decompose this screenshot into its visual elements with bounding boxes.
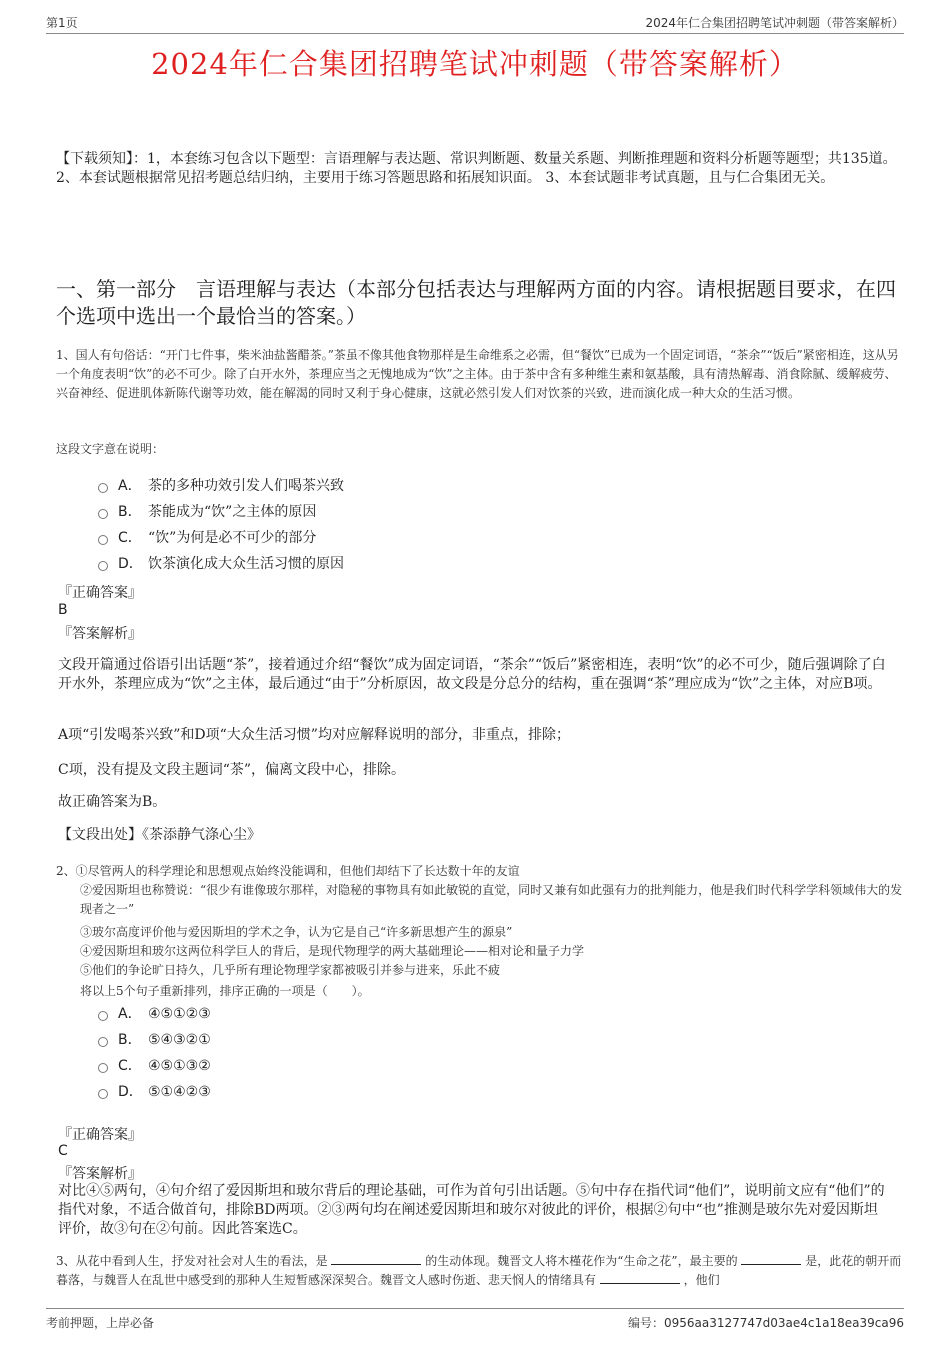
radio-icon[interactable]: [98, 1011, 108, 1021]
q2-sentence-3: ③玻尔高度评价他与爱因斯坦的学术之争，认为它是自己“许多新思想产生的源泉”: [80, 925, 513, 939]
q2-option-b[interactable]: B． ⑤④③②①: [98, 1030, 211, 1050]
q1-answer-label: 『正确答案』: [58, 585, 142, 601]
q1-source: 【文段出处】《茶添静气涤心尘》: [58, 827, 261, 843]
q2-analysis-label: 『答案解析』: [58, 1166, 142, 1182]
q2-sentence-1: 2、①尽管两人的科学理论和思想观点始终没能调和，但他们却结下了长达数十年的友谊: [56, 864, 520, 878]
q1-option-c[interactable]: C． “饮”为何是必不可少的部分: [98, 528, 316, 548]
q1-analysis-label: 『答案解析』: [58, 626, 142, 642]
q2-answer-label: 『正确答案』: [58, 1127, 142, 1143]
q2-option-a[interactable]: A． ④⑤①②③: [98, 1004, 211, 1024]
radio-icon[interactable]: [98, 535, 108, 545]
footer-id-code: 0956aa3127747d03ae4c1a18ea39ca96: [663, 1316, 904, 1330]
radio-icon[interactable]: [98, 483, 108, 493]
download-notice: 【下载须知】：1，本套练习包含以下题型：言语理解与表达题、常识判断题、数量关系题、判断推理题和资料分析题等题型；共135道。 2、本套试题根据常见招考题总结归纳，主要用于练习答题思路和拓展知识面。 3、本套试题非考试真题，且与仁合集团无关。: [56, 151, 897, 186]
radio-icon[interactable]: [98, 1063, 108, 1073]
radio-icon[interactable]: [98, 1037, 108, 1047]
q2-prompt: 将以上5个句子重新排列，排序正确的一项是（ ）。: [80, 984, 370, 998]
footer-slogan: 考前押题，上岸必备: [46, 1316, 155, 1330]
page-title: 2024年仁合集团招聘笔试冲刺题（带答案解析）: [151, 47, 799, 81]
q2-sentence-2: ②爱因斯坦也称赞说：“很少有谁像玻尔那样，对隐秘的事物具有如此敏锐的直觉，同时又兼有如此强有力的批判能力，他是我们时代科学学科领域伟大的发现者之一”: [80, 883, 903, 916]
q1-prompt: 这段文字意在说明：: [56, 442, 165, 456]
q1-analysis-p2: A项“引发喝茶兴致”和D项“大众生活习惯”均对应解释说明的部分，非重点，排除；: [58, 727, 570, 743]
q2-sentence-5: ⑤他们的争论旷日持久，几乎所有理论物理学家都被吸引并参与进来，乐此不疲: [80, 963, 501, 977]
q1-option-a[interactable]: A． 茶的多种功效引发人们喝茶兴致: [98, 476, 344, 496]
q1-option-d[interactable]: D． 饮茶演化成大众生活习惯的原因: [98, 554, 344, 574]
q1-stem: 1、国人有句俗话：“开门七件事，柴米油盐酱醋茶。”茶虽不像其他食物那样是生命维系之必需，但“餐饮”已成为一个固定词语，“茶余”“饭后”紧密相连，这从另一个角度表明“饮”的必不可少。除了白开水外，茶理应当之无愧地成为“饮”之主体。由于茶中含有多种维生素和氨基酸，具有清热解毒、消食除腻、缓解疲劳、兴奋神经、促进肌体新陈代谢等功效，能在解渴的同时又利于身心健康，这就必然引发人们对饮茶的兴致，进而演化成一种大众的生活习惯。: [56, 348, 899, 400]
header-doc-title: 2024年仁合集团招聘笔试冲刺题（带答案解析）: [645, 16, 904, 30]
q1-option-b[interactable]: B． 茶能成为“饮”之主体的原因: [98, 502, 316, 522]
q1-analysis-p4: 故正确答案为B。: [58, 794, 167, 810]
q1-analysis-p1: 文段开篇通过俗语引出话题“茶”，接着通过介绍“餐饮”成为固定词语，“茶余”“饭后”紧密相连，表明“饮”的必不可少，随后强调除了白开水外，茶理应成为“饮”之主体，最后通过“由于”分析原因，故文段是分总分的结构，重在强调“茶”理应成为“饮”之主体，对应B项。: [58, 657, 886, 692]
q2-analysis: 对比④⑤两句，④句介绍了爱因斯坦和玻尔背后的理论基础，可作为首句引出话题。⑤句中存在指代词“他们”，说明前文应有“他们”的指代对象，不适合做首句，排除BD两项。②③两句均在阐述爱因斯坦和玻尔对彼此的评价，根据②句中“也”推测是玻尔先对爱因斯坦评价，故③句在②句前。因此答案选C。: [58, 1183, 885, 1237]
radio-icon[interactable]: [98, 1089, 108, 1099]
header-divider: [46, 33, 904, 34]
fill-blank-2[interactable]: [741, 1252, 801, 1265]
q1-answer: B: [58, 602, 68, 618]
footer-id-label: 编号：: [627, 1316, 664, 1330]
radio-icon[interactable]: [98, 509, 108, 519]
footer-id: [628, 1314, 904, 1331]
q1-analysis-p3: C项，没有提及文段主题词“茶”，偏离文段中心，排除。: [58, 762, 406, 778]
radio-icon[interactable]: [98, 561, 108, 571]
section-heading: 一、第一部分 言语理解与表达（本部分包括表达与理解两方面的内容。请根据题目要求，在四个选项中选出一个最恰当的答案。）: [56, 277, 896, 328]
page-number: 第1页: [46, 16, 78, 30]
fill-blank-3[interactable]: [600, 1271, 680, 1284]
q2-option-d[interactable]: D． ⑤①④②③: [98, 1082, 211, 1102]
q2-option-c[interactable]: C． ④⑤①③②: [98, 1056, 211, 1076]
q2-sentence-4: ④爱因斯坦和玻尔这两位科学巨人的背后，是现代物理学的两大基础理论——相对论和量子力学: [80, 944, 585, 958]
q3-stem: 3、从花中看到人生，抒发对社会对人生的看法，是 的生动体现。魏晋文人将木槿花作为“生命之花”，最主要的 是，此花的朝开而暮落，与魏晋人在乱世中感受到的那种人生短暂感深深契合。魏晋文人感时伤逝、悲天悯人的情绪具有 ，他们: [56, 1254, 902, 1287]
footer-divider: [46, 1308, 904, 1309]
fill-blank-1[interactable]: [331, 1252, 421, 1265]
q2-answer: C: [58, 1143, 68, 1159]
